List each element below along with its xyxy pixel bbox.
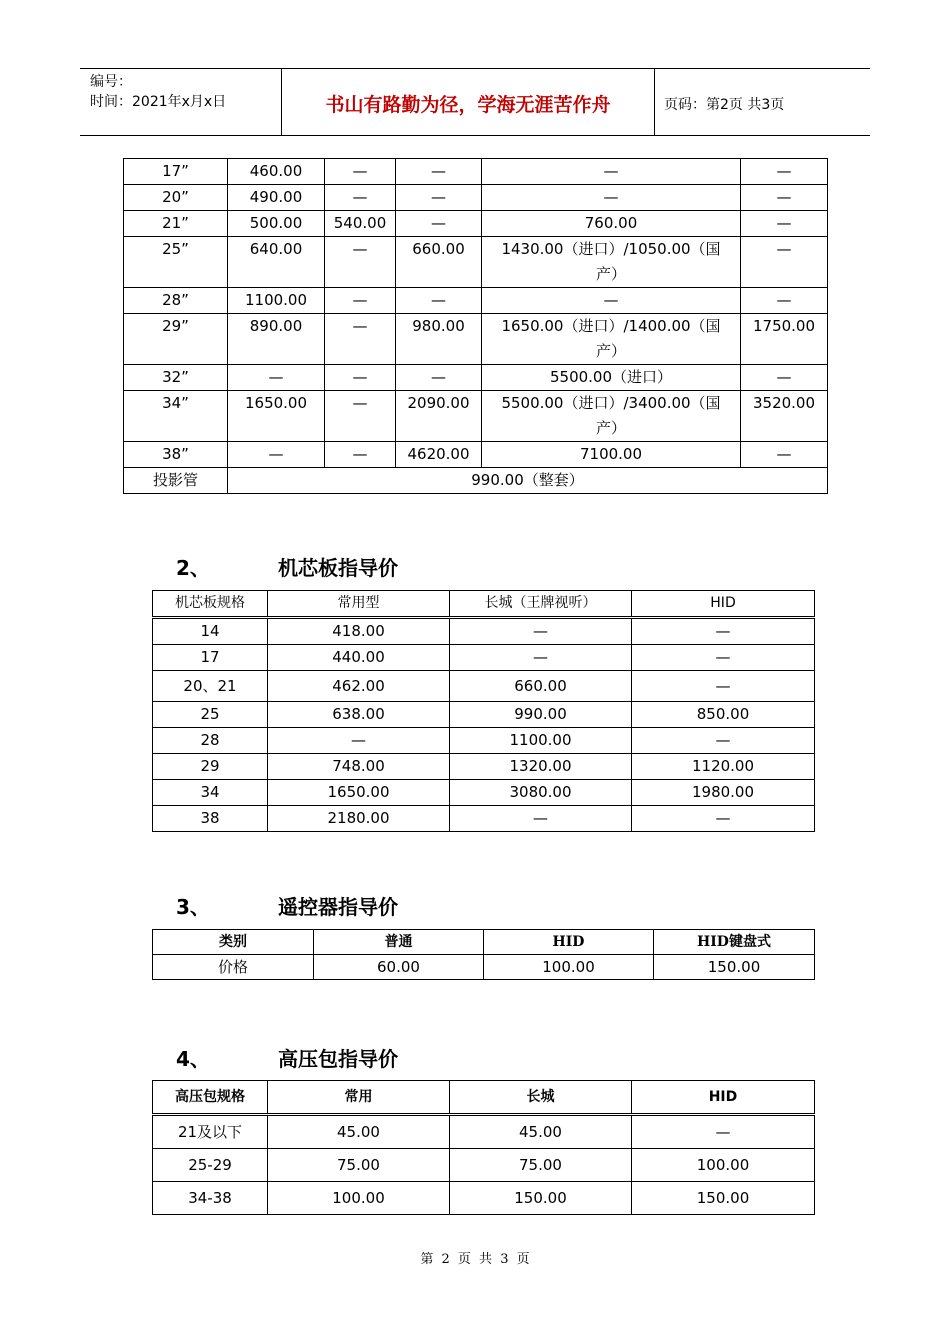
header-row bbox=[153, 1081, 815, 1115]
table-cell: 75.00 bbox=[450, 1149, 632, 1182]
table-cell: — bbox=[632, 806, 815, 832]
column-header: 常用型 bbox=[268, 591, 450, 618]
table-row bbox=[153, 1182, 815, 1215]
table-cell: 2180.00 bbox=[268, 806, 450, 832]
table-cell: 21及以下 bbox=[153, 1115, 268, 1149]
column-header: 长城（王牌视听） bbox=[450, 591, 632, 618]
remote-control-price-table bbox=[152, 929, 815, 980]
table-cell: 4620.00 bbox=[396, 442, 482, 468]
table-cell: 540.00 bbox=[325, 211, 396, 237]
table-cell: 45.00 bbox=[268, 1115, 450, 1149]
table-cell: 1650.00 bbox=[228, 391, 325, 442]
table-cell: — bbox=[325, 237, 396, 288]
page-footer: 第 2 页 共 3 页 bbox=[420, 1252, 530, 1267]
table-row bbox=[153, 754, 815, 780]
table-row bbox=[153, 1149, 815, 1182]
column-header: HID bbox=[632, 1081, 815, 1115]
table-cell: — bbox=[741, 442, 828, 468]
table-cell: — bbox=[396, 288, 482, 314]
header-divider bbox=[654, 68, 655, 136]
table-row bbox=[124, 237, 828, 288]
table-cell: — bbox=[396, 211, 482, 237]
table-cell: 500.00 bbox=[228, 211, 325, 237]
table-cell: 1980.00 bbox=[632, 780, 815, 806]
table-cell: 850.00 bbox=[632, 702, 815, 728]
table-cell: 20、21 bbox=[153, 671, 268, 702]
table-cell: 150.00 bbox=[654, 955, 815, 980]
table-cell: 418.00 bbox=[268, 618, 450, 645]
column-header: HID bbox=[484, 930, 654, 955]
table-cell: 150.00 bbox=[450, 1182, 632, 1215]
table-cell: 32” bbox=[124, 365, 228, 391]
table-row bbox=[124, 185, 828, 211]
table-row bbox=[153, 780, 815, 806]
header-bottom-rule bbox=[80, 135, 870, 136]
table-cell: — bbox=[482, 185, 741, 211]
table-row bbox=[124, 288, 828, 314]
table-cell: 150.00 bbox=[632, 1182, 815, 1215]
table-cell: 29” bbox=[124, 314, 228, 365]
table-row bbox=[153, 728, 815, 754]
table-cell: 640.00 bbox=[228, 237, 325, 288]
table-cell: 1100.00 bbox=[450, 728, 632, 754]
table-cell: 28 bbox=[153, 728, 268, 754]
table-cell: 20” bbox=[124, 185, 228, 211]
table-cell: 638.00 bbox=[268, 702, 450, 728]
table-cell: 21” bbox=[124, 211, 228, 237]
table-cell: 440.00 bbox=[268, 645, 450, 671]
table-cell: 990.00 bbox=[450, 702, 632, 728]
table-cell: — bbox=[325, 365, 396, 391]
table-cell: — bbox=[450, 645, 632, 671]
table-row bbox=[153, 806, 815, 832]
table-cell: — bbox=[482, 288, 741, 314]
column-header: 机芯板规格 bbox=[153, 591, 268, 618]
section-2-number: 2、 bbox=[176, 556, 210, 580]
table-cell: 760.00 bbox=[482, 211, 741, 237]
table-cell: 28” bbox=[124, 288, 228, 314]
picture-tube-price-table bbox=[123, 158, 828, 494]
table-cell: 38” bbox=[124, 442, 228, 468]
section-3-number: 3、 bbox=[176, 895, 210, 919]
table-cell: — bbox=[632, 645, 815, 671]
header-top-rule bbox=[80, 68, 870, 69]
section-4-title: 高压包指导价 bbox=[278, 1047, 398, 1071]
table-cell: — bbox=[632, 618, 815, 645]
table-cell: 2090.00 bbox=[396, 391, 482, 442]
table-cell: 价格 bbox=[153, 955, 314, 980]
table-cell: 25-29 bbox=[153, 1149, 268, 1182]
table-cell: 14 bbox=[153, 618, 268, 645]
table-row bbox=[124, 314, 828, 365]
table-cell: — bbox=[741, 365, 828, 391]
table-cell: — bbox=[325, 314, 396, 365]
table-cell: 1430.00（进口）/1050.00（国产） bbox=[482, 237, 741, 288]
table-row bbox=[124, 391, 828, 442]
table-cell: — bbox=[228, 365, 325, 391]
header-motto: 书山有路勤为径，学海无涯苦作舟 bbox=[325, 94, 611, 116]
table-row bbox=[124, 211, 828, 237]
header-row bbox=[153, 591, 815, 618]
table-cell: 7100.00 bbox=[482, 442, 741, 468]
table-cell: 980.00 bbox=[396, 314, 482, 365]
table-row bbox=[124, 159, 828, 185]
table-cell: — bbox=[632, 671, 815, 702]
column-header: 普通 bbox=[314, 930, 484, 955]
table-cell: — bbox=[396, 185, 482, 211]
table-cell: — bbox=[450, 618, 632, 645]
table-cell: 34” bbox=[124, 391, 228, 442]
table-cell: 462.00 bbox=[268, 671, 450, 702]
table-cell: 1650.00（进口）/1400.00（国产） bbox=[482, 314, 741, 365]
header-meta bbox=[90, 72, 226, 112]
table-row bbox=[153, 671, 815, 702]
table-row bbox=[153, 955, 815, 980]
serial-label: 编号： bbox=[90, 74, 132, 90]
table-row bbox=[124, 468, 828, 494]
table-cell: — bbox=[482, 159, 741, 185]
column-header: 类别 bbox=[153, 930, 314, 955]
chassis-board-price-table bbox=[152, 590, 815, 832]
column-header: 长城 bbox=[450, 1081, 632, 1115]
table-cell: 660.00 bbox=[396, 237, 482, 288]
row-label: 投影管 bbox=[124, 468, 228, 494]
table-cell: — bbox=[741, 159, 828, 185]
section-2-title: 机芯板指导价 bbox=[278, 556, 398, 580]
table-cell: 29 bbox=[153, 754, 268, 780]
table-cell: 1100.00 bbox=[228, 288, 325, 314]
table-cell: 1320.00 bbox=[450, 754, 632, 780]
table-cell: 75.00 bbox=[268, 1149, 450, 1182]
column-header: 高压包规格 bbox=[153, 1081, 268, 1115]
table-cell: — bbox=[325, 391, 396, 442]
table-cell: 1120.00 bbox=[632, 754, 815, 780]
section-3-title: 遥控器指导价 bbox=[278, 895, 398, 919]
table-cell: 100.00 bbox=[632, 1149, 815, 1182]
column-header: 常用 bbox=[268, 1081, 450, 1115]
table-cell: — bbox=[396, 159, 482, 185]
flyback-transformer-price-table bbox=[152, 1080, 815, 1215]
time-label: 时间：2021年x月x日 bbox=[90, 94, 227, 110]
table-cell: 3080.00 bbox=[450, 780, 632, 806]
table-cell: — bbox=[741, 211, 828, 237]
table-row bbox=[124, 442, 828, 468]
table-cell: 890.00 bbox=[228, 314, 325, 365]
table-cell: 460.00 bbox=[228, 159, 325, 185]
header-row bbox=[153, 930, 815, 955]
table-cell: 17” bbox=[124, 159, 228, 185]
header-page-label: 页码：第2页 共3页 bbox=[664, 97, 785, 113]
table-cell: 660.00 bbox=[450, 671, 632, 702]
table-cell: — bbox=[632, 728, 815, 754]
table-cell: — bbox=[228, 442, 325, 468]
table-cell: 100.00 bbox=[484, 955, 654, 980]
column-header: HID键盘式 bbox=[654, 930, 815, 955]
table-cell: 3520.00 bbox=[741, 391, 828, 442]
table-cell: 748.00 bbox=[268, 754, 450, 780]
table-cell: 490.00 bbox=[228, 185, 325, 211]
table-cell: 990.00（整套） bbox=[228, 468, 828, 494]
table-cell: — bbox=[741, 237, 828, 288]
table-cell: 34 bbox=[153, 780, 268, 806]
table-cell: 34-38 bbox=[153, 1182, 268, 1215]
table-cell: 100.00 bbox=[268, 1182, 450, 1215]
table-row bbox=[153, 1115, 815, 1149]
section-4-number: 4、 bbox=[176, 1047, 210, 1071]
table-cell: — bbox=[325, 185, 396, 211]
table-cell: 38 bbox=[153, 806, 268, 832]
table-cell: — bbox=[450, 806, 632, 832]
table-cell: — bbox=[325, 288, 396, 314]
table-cell: — bbox=[741, 185, 828, 211]
table-cell: — bbox=[396, 365, 482, 391]
table-cell: 1650.00 bbox=[268, 780, 450, 806]
table-row bbox=[153, 702, 815, 728]
table-row bbox=[153, 645, 815, 671]
table-row bbox=[153, 618, 815, 645]
table-cell: — bbox=[741, 288, 828, 314]
table-cell: — bbox=[325, 442, 396, 468]
table-cell: 25” bbox=[124, 237, 228, 288]
table-cell: 17 bbox=[153, 645, 268, 671]
table-cell: 60.00 bbox=[314, 955, 484, 980]
table-cell: — bbox=[268, 728, 450, 754]
table-cell: 45.00 bbox=[450, 1115, 632, 1149]
column-header: HID bbox=[632, 591, 815, 618]
table-row bbox=[124, 365, 828, 391]
table-cell: 1750.00 bbox=[741, 314, 828, 365]
table-cell: 5500.00（进口）/3400.00（国产） bbox=[482, 391, 741, 442]
table-cell: 5500.00（进口） bbox=[482, 365, 741, 391]
table-cell: — bbox=[325, 159, 396, 185]
table-cell: — bbox=[632, 1115, 815, 1149]
table-cell: 25 bbox=[153, 702, 268, 728]
